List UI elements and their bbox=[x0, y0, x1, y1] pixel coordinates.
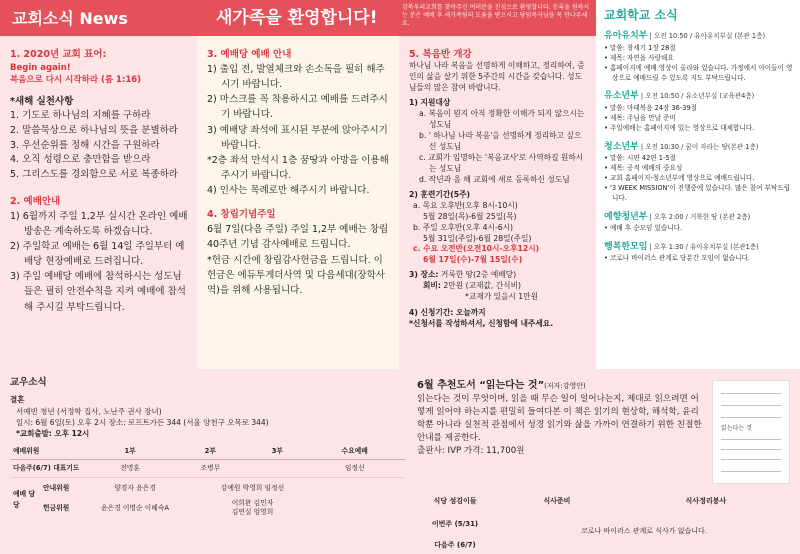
list-item: 3) 주일 예배당 예배에 참석하시는 성도님들은 필히 안전수칙을 지켜 예배에 참석해 주시길 부탁드립니다. bbox=[10, 271, 186, 313]
dept-name: 행복한모임 bbox=[604, 241, 648, 252]
offering-label: 헌금위원 bbox=[43, 503, 70, 512]
duty-label: 예배 담당 bbox=[13, 490, 36, 509]
table-cell: 조병무 bbox=[170, 460, 250, 477]
header-banner bbox=[0, 0, 596, 36]
fee-note: *교재가 있을시 1만원 bbox=[465, 292, 539, 302]
dept-teen bbox=[604, 141, 794, 204]
target-heading: 1) 지원대상 bbox=[409, 98, 451, 108]
dept-happy-meeting bbox=[604, 241, 794, 264]
meal-schedule-table bbox=[415, 493, 793, 553]
list-item: 2) 마스크를 꼭 착용하시고 예배를 드려주시기 바랍니다. bbox=[207, 94, 388, 121]
table-cell: 양경자 윤은경 bbox=[114, 483, 156, 492]
anniversary-body: 6월 7일(다음 주일) 주일 1,2부 예배는 창립 40주년 기념 감사예배로 드립니다. bbox=[207, 224, 389, 251]
dept-name: 유소년부 bbox=[604, 91, 639, 102]
book-publisher: 출판사: IVP 가격: 11,700원 bbox=[417, 445, 525, 456]
news-column-2 bbox=[197, 36, 399, 369]
dept-name: 예향청년부 bbox=[604, 211, 648, 222]
news-column-3 bbox=[399, 36, 596, 369]
usher-label: 안내위원 bbox=[43, 483, 70, 492]
list-item: b. 주일 오후반(오후 4시-6시) bbox=[413, 222, 514, 232]
welcome-title: 새가족을 환영합니다! bbox=[216, 8, 378, 28]
news-column-1 bbox=[0, 36, 197, 369]
dept-kindergarten bbox=[604, 30, 794, 83]
bottom-section bbox=[0, 369, 800, 554]
dept-time: | 오전 10:50 / 유아유치부실 (본관 1층) bbox=[649, 32, 766, 41]
list-item: • 교회 홈페이지-청소년부에 영상으로 예배드립니다. bbox=[604, 174, 794, 184]
church-school-panel bbox=[596, 0, 800, 369]
motto-korean: 복음으로 다시 시작하라 (롬 1:16) bbox=[10, 75, 142, 86]
table-cell: 이희완 김민자 bbox=[231, 498, 274, 507]
list-item: 2) 주일학교 예배는 6월 14일 주일부터 예배당 현장예배로 드려집니다. bbox=[10, 240, 185, 268]
sanctuary-list bbox=[207, 62, 391, 199]
table-row bbox=[415, 509, 793, 532]
list-item: • 제목: 주님을 만날 준비 bbox=[604, 114, 794, 124]
list-item: • 홈페이지에 예배 영상이 올라와 있습니다. 가정에서 아이들이 영상으로 예배드릴 수 있도록 지도 부탁드립니다. bbox=[604, 64, 794, 84]
dept-name: 유아유치부 bbox=[604, 31, 648, 42]
gospel-intro: 하나님 나라 복음을 선명하게 이해하고, 정리하여, 증인의 삶을 살기 위한 5주간의 시간을 갖습니다. 성도님들의 많은 참여 바랍니다. bbox=[409, 61, 585, 93]
list-item: d. 작년과 올 해 교회에 새로 등록하신 성도님 bbox=[419, 174, 570, 184]
table-row bbox=[10, 480, 405, 496]
apply-note: *신청서를 작성하셔서, 신청함에 내주세요. bbox=[409, 319, 554, 329]
list-item: b. ' 하나님 나라 복음'을 선명하게 정리하고 싶으신 성도님 bbox=[419, 131, 582, 152]
list-item: • 코로나 바이러스 관계로 당분간 모임이 없습니다. bbox=[604, 254, 794, 264]
section-title-gospel: 5. 복음반 개강 bbox=[409, 49, 472, 60]
member-news-title: 교우소식 bbox=[10, 377, 47, 388]
table-cell: 예배위원 bbox=[10, 443, 90, 460]
list-item: 1) 출입 전, 발열체크와 손소독을 필히 해주시기 바랍니다. bbox=[207, 63, 385, 90]
wedding-line: *교회출발: 오후 12시 bbox=[16, 429, 90, 438]
list-item: 3) 예배당 좌석에 표시된 부분에 앉아주시기 바랍니다. bbox=[207, 124, 388, 151]
table-cell: 식사준비 bbox=[543, 497, 571, 505]
table-row bbox=[10, 460, 405, 477]
list-item: • 주일예배는 홈페이지에 있는 영상으로 대체합니다. bbox=[604, 124, 794, 134]
welcome-notice: 강북우리교회를 찾아주신 여러분을 진심으로 환영합니다. 등록을 원하시는 분은 예배 후 새가족팀의 도움을 받으시고 담임목사님을 꼭 만나주세요. bbox=[402, 4, 590, 28]
wedding-line: 서예빈 청년 (서정학 집사, 노난주 권사 장녀) bbox=[16, 406, 162, 416]
table-cell: 다음주 (6/7) bbox=[434, 541, 476, 550]
dept-time: | 오전 10:50 / 유소년부실 (교육관4층) bbox=[640, 92, 755, 101]
book-cover-title: 읽는다는 것 bbox=[721, 425, 752, 432]
period-heading: 2) 훈련기간(5주) bbox=[409, 189, 471, 199]
table-cell: 3부 bbox=[250, 443, 304, 460]
book-author: (저자:강영안) bbox=[544, 382, 586, 390]
table-cell: 김연실 엄영희 bbox=[231, 507, 274, 516]
list-item: • 예배 후 순모임 있습니다. bbox=[604, 224, 794, 234]
apply-period: 4) 신청기간: 오늘까지 bbox=[409, 308, 486, 318]
practice-heading: *새해 실천사항 bbox=[10, 96, 74, 108]
table-cell: 임정선 bbox=[304, 460, 405, 477]
news-title: 교회소식 News bbox=[12, 9, 128, 28]
list-item: • 말씀: 마태복음 24장 36-39절 bbox=[604, 104, 794, 114]
book-title: 6월 추천도서 “읽는다는 것” bbox=[417, 380, 545, 391]
wedding-label: 결혼 bbox=[10, 395, 25, 405]
list-item: a. 복음이 뭔지 아직 정확한 이해가 되지 않으시는 성도님 bbox=[419, 109, 585, 130]
list-item: • '3 WEEK MISSION'이 진행중에 있습니다. 많은 참여 부탁드립니다. bbox=[604, 184, 794, 204]
list-item: 5월 28일(목)-6월 25일(목) bbox=[423, 211, 517, 221]
recommended-book bbox=[417, 378, 707, 457]
wedding-line: 일시: 6월 6일(토) 오후 2시 장소: 로프트가든 344 (서울 양천구 오목로 344) bbox=[16, 417, 269, 427]
duty-detail-table bbox=[10, 480, 405, 520]
list-item: • 말씀: 시편 42편 1-5절 bbox=[604, 154, 794, 164]
section-title-sanctuary: 3. 예배당 예배 안내 bbox=[207, 49, 292, 60]
church-school-title: 교회학교 소식 bbox=[604, 8, 678, 22]
motto-english: Begin again! bbox=[10, 62, 71, 73]
table-row bbox=[10, 496, 405, 520]
list-item: 6월 17일(수)-7월 15일(수) bbox=[423, 255, 523, 265]
place-label: 3) 장소: bbox=[409, 270, 439, 280]
table-row bbox=[10, 443, 405, 460]
table-cell: 1부 bbox=[90, 443, 170, 460]
book-cover-image bbox=[712, 380, 790, 484]
table-cell bbox=[250, 460, 304, 477]
section-title-anniversary: 4. 창립기념주일 bbox=[207, 209, 276, 221]
list-item: c. 수요 오전반(오전10시-오후12시) bbox=[413, 244, 540, 254]
dept-name: 청소년부 bbox=[604, 141, 639, 152]
table-row bbox=[415, 493, 793, 509]
dept-young-adult bbox=[604, 211, 794, 234]
list-item: 2. 말씀묵상으로 하나님의 뜻을 분별하라 bbox=[10, 124, 178, 136]
dept-time: | 오후 1:30 / 유아유치부실 (본관1층) bbox=[649, 242, 759, 251]
list-item: 3. 우선순위를 정해 시간을 구원하라 bbox=[10, 139, 160, 151]
table-cell: 식사정리봉사 bbox=[685, 497, 727, 505]
list-item: • 제목: 자연을 사랑해요 bbox=[604, 54, 794, 64]
anniversary-note: *헌금 시간에 창립감사헌금을 드립니다. 이 헌금은 에듀투게더사역 및 다음세대(장학사역)을 위해 사용됩니다. bbox=[207, 254, 385, 296]
member-news bbox=[10, 376, 405, 519]
practice-list bbox=[10, 109, 189, 183]
list-item: 4) 인사는 목례로만 해주시기 바랍니다. bbox=[207, 185, 370, 197]
fee-value: 2만원 (교재값, 간식비) bbox=[443, 281, 522, 291]
table-cell: 전명훈 bbox=[90, 460, 170, 477]
dept-time: | 오전 10:30 / 꿈이 자라는 땅(본관 1층) bbox=[640, 142, 759, 151]
list-item: c. 교회가 임명하는 '복음교사'로 사역하길 원하시는 성도님 bbox=[419, 152, 584, 173]
list-item: • 제목: 공적 예배의 중요성 bbox=[604, 164, 794, 174]
list-item: 1. 기도로 하나님의 지혜를 구하라 bbox=[10, 110, 151, 122]
list-item: 1) 6월까지 주일 1,2부 실시간 온라인 예배 방송은 계속하도록 하겠습니다. bbox=[10, 210, 188, 237]
section-title-worship: 2. 예배안내 bbox=[10, 195, 61, 207]
worship-list bbox=[10, 209, 189, 315]
list-item: 5. 그리스도를 경외함으로 서로 복종하라 bbox=[10, 169, 178, 181]
table-cell: 이번주 (5/31) bbox=[431, 520, 479, 529]
target-list bbox=[409, 109, 588, 186]
fee-label: 회비: bbox=[423, 281, 441, 291]
table-cell: 2부 bbox=[170, 443, 250, 460]
place-value: 거룩한 땅(2층 예배당) bbox=[440, 270, 517, 280]
list-item: 4. 오직 성령으로 충만함을 받으라 bbox=[10, 154, 151, 166]
dept-time: | 오후 2:00 / 거룩한 땅 (본관 2층) bbox=[649, 212, 751, 221]
list-item: 5월 31일(주일)-6월 28일(주일) bbox=[423, 233, 532, 243]
book-description: 읽는다는 것이 무엇이며, 읽을 때 무슨 일이 일어나는지, 제대로 읽으려면 어떻게 읽어야 하는지를 편밀히 들여다본 이 책은 읽기의 현상학, 해석학, 윤리학뿐 아니라 실천적 관점에서 성경 읽기와 삶을 가까이 연결하기 위한 친절한 안내를 제공한다. bbox=[417, 394, 702, 443]
worship-duty-table bbox=[10, 443, 405, 477]
list-item: a. 목요 오후반(오후 8시-10시) bbox=[413, 200, 518, 210]
meal-note: 코로나 바이러스 관계로 식사가 없습니다. bbox=[580, 527, 708, 536]
table-cell: 수요예배 bbox=[304, 443, 405, 460]
list-item: *2층 좌석 만석시 1층 꿈땅과 아망을 이용해주시기 바랍니다. bbox=[207, 154, 389, 182]
list-item: • 말씀: 창세기 1장 28절 bbox=[604, 44, 794, 54]
table-cell: 강예원 박영희 임정선 bbox=[220, 483, 285, 492]
section-title-motto: 1. 2020년 교회 표어: bbox=[10, 49, 107, 60]
table-cell: 식당 섬김이들 bbox=[433, 497, 477, 505]
dept-youth bbox=[604, 90, 794, 133]
table-cell: 다음주(6/7) 대표기도 bbox=[10, 460, 90, 477]
table-cell: 윤은경 이명순 이혜숙A bbox=[100, 503, 170, 512]
